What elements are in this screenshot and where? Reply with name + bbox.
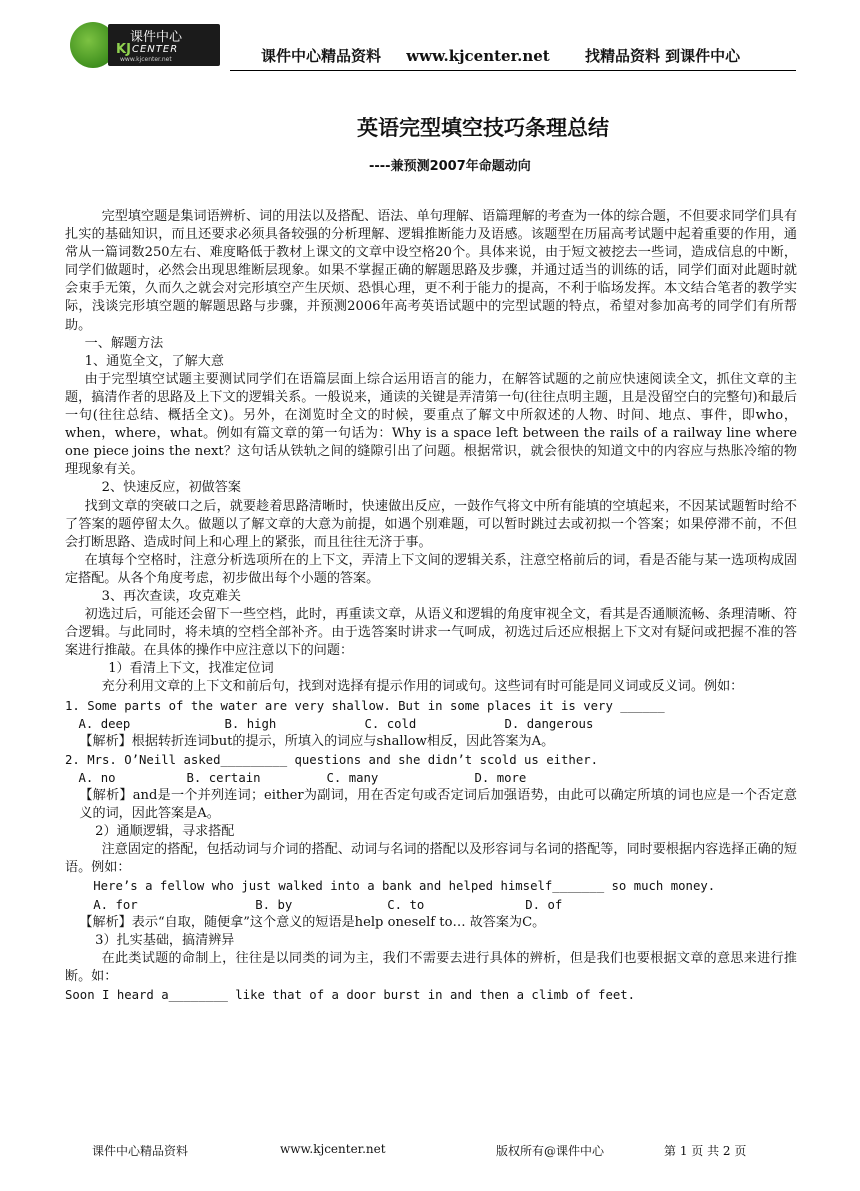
- option: C. many: [326, 770, 379, 785]
- footer-url[interactable]: www.kjcenter.net: [280, 1142, 386, 1156]
- question-1: 1. Some parts of the water are very shallow. But in some places it is very ______: [65, 698, 665, 713]
- logo-kj-text: KJ: [116, 42, 131, 57]
- answer-text: 根据转折连词but的提示，所填入的词应与shallow相反，因此答案为A。: [131, 733, 555, 749]
- question-4: Soon I heard a________ like that of a door burst in and then a climb of feet.: [65, 988, 636, 1003]
- tip-3-paragraph: 在此类试题的命制上，往往是以同类的词为主，我们不需要去进行具体的辨析，但是我们也要根据文章的意思来进行推断。如：: [65, 950, 797, 984]
- step-1-heading: 1、通览全文，了解大意: [84, 353, 224, 369]
- option: A. no: [78, 770, 116, 785]
- header-text-3: 找精品资料 到课件中心: [584, 47, 741, 65]
- tip-1-paragraph: 充分利用文章的上下文和前后句，找到对选择有提示作用的词或句。这些词有时可能是同义词或反义词。例如：: [101, 679, 744, 695]
- tip-1-heading: 1）看清上下文，找准定位词: [108, 661, 274, 677]
- header-divider: [230, 70, 796, 71]
- question-2: 2. Mrs. O’Neill asked_________ questions and she didn’t scold us either.: [65, 752, 599, 767]
- header-url[interactable]: www.kjcenter.net: [406, 47, 550, 65]
- page-subtitle: ----兼预测2007年命题动向: [369, 159, 531, 174]
- option: D. dangerous: [504, 716, 594, 731]
- header-slogan: [261, 45, 740, 66]
- header-text-1: 课件中心精品资料: [261, 47, 382, 65]
- section-heading: 一、解题方法: [84, 335, 164, 351]
- step-1-paragraph: 由于完型填空试题主要测试同学们在语篇层面上综合运用语言的能力，在解答试题的之前应快速阅读全文，抓住文章的主题，搞清作者的思路及上下文的逻辑关系。一般说来，通读的关键是弄清第一句(往往点明主题，且是没留空白的完整句)和最后一句(往往总结、概括全文)。另外，在浏览时全文的时候，要重点了解文中所叙述的人物、时间、地点、事件，即who，when，where，what。例如有篇文章的第一句话为：Why is a space left between the rails of a railway line where one piece joins the next？这句话从铁轨之间的缝隙引出了问题。根据常识，就会很快的知道文中的内容应与热胀冷缩的物理现象有关。: [65, 371, 797, 478]
- answer-label: 【解析】: [79, 914, 132, 930]
- step-2-paragraph-2: 在填每个空格时，注意分析选项所在的上下文，弄清上下文间的逻辑关系，注意空格前后的词，看是否能与某一选项构成固定搭配。从各个角度考虑，初步做出每个小题的答案。: [65, 552, 797, 586]
- answer-label: 【解析】: [79, 788, 133, 803]
- option: B. high: [224, 716, 277, 731]
- answer-text: 表示“自取，随便拿”这个意义的短语是help oneself to… 故答案为C。: [131, 914, 546, 930]
- tip-2-heading: 2）通顺逻辑，寻求搭配: [95, 824, 235, 840]
- footer-copyright: 版权所有@课件中心: [496, 1144, 605, 1158]
- answer-label: 【解析】: [79, 733, 132, 749]
- kjcenter-logo: [64, 20, 224, 70]
- option: C. cold: [364, 716, 417, 731]
- step-3-paragraph: 初选过后，可能还会留下一些空档，此时，再重读文章，从语义和逻辑的角度审视全文，看其是否通顺流畅、条理清晰、符合逻辑。与此同时，将未填的空档全部补齐。由于选答案时讲求一气呵成，初选过后还应根据上下文对有疑问或把握不准的答案进行推敲。在具体的操作中应注意以下的问题：: [65, 607, 797, 659]
- option: A. deep: [78, 716, 131, 731]
- intro-paragraph: 完型填空题是集词语辨析、词的用法以及搭配、语法、单句理解、语篇理解的考查为一体的综合题，不但要求同学们具有扎实的基础知识，而且还要求必须具备较强的分析理解、逻辑推断能力及语感。该题型在历届高考试题中起着重要的作用，通常从一篇词数250左右、难度略低于教材上课文的文章中设空格20个。具体来说，由于短文被挖去一些词，造成信息的中断，同学们做题时，必然会出现思维断层现象。如果不掌握正确的解题思路及步骤，并通过适当的训练的话，同学们面对此题时就会束手无策，久而久之就会对完形填空产生厌烦、恐惧心理，更不利于能力的提高，不利于临场发挥。本文结合笔者的教学实际，浅谈完形填空题的解题思路与步骤，并预测2006年高考英语试题中的完型试题的特点，希望对参加高考的同学们有所帮助。: [65, 209, 797, 333]
- page-title: 英语完型填空技巧条理总结: [357, 116, 609, 140]
- tip-2-paragraph: 注意固定的搭配，包括动词与介词的搭配、动词与名词的搭配以及形容词与名词的搭配等，同时要根据内容选择正确的短语。例如：: [65, 842, 797, 876]
- answer-text: and是一个并列连词；either为副词，用在否定句或否定词后加强语势，由此可以确定所填的词也应是一个否定意义的词，因此答案是A。: [79, 788, 798, 822]
- document-body: [65, 208, 797, 1004]
- answer-3: [65, 914, 797, 932]
- option: D. more: [474, 770, 527, 785]
- page-number: 第 1 页 共 2 页: [664, 1144, 747, 1158]
- tip-3-heading: 3）扎实基础，搞清辨异: [95, 932, 235, 948]
- question-3: Here’s a fellow who just walked into a bank and helped himself_______ so much money.: [93, 879, 716, 894]
- step-3-heading: 3、再次查读，攻克难关: [101, 588, 241, 604]
- option: A. for: [93, 897, 138, 912]
- footer-left: 课件中心精品资料: [92, 1144, 189, 1158]
- option: B. by: [255, 897, 293, 912]
- logo-center-text: CENTER: [132, 44, 179, 55]
- question-1-options: [65, 715, 797, 733]
- option: C. to: [387, 897, 425, 912]
- question-3-options: [65, 896, 797, 914]
- answer-2: [65, 787, 797, 823]
- step-2-heading: 2、快速反应，初做答案: [101, 480, 241, 496]
- logo-url-text: www.kjcenter.net: [120, 56, 172, 63]
- option: D. of: [525, 897, 563, 912]
- page-header: [64, 18, 796, 72]
- question-2-options: [65, 769, 797, 787]
- option: B. certain: [186, 770, 261, 785]
- logo-cn-text: 课件中心: [130, 30, 183, 45]
- answer-1: [65, 733, 797, 751]
- step-2-paragraph-1: 找到文章的突破口之后，就要趁着思路清晰时，快速做出反应，一鼓作气将文中所有能填的空填起来，不因某试题暂时给不了答案的题停留太久。做题以了解文章的大意为前提，如遇个别难题，可以暂时跳过去或初拟一个答案；如果停滞不前，不但会打断思路、造成时间上和心理上的紧张，而且往往无济于事。: [65, 498, 797, 550]
